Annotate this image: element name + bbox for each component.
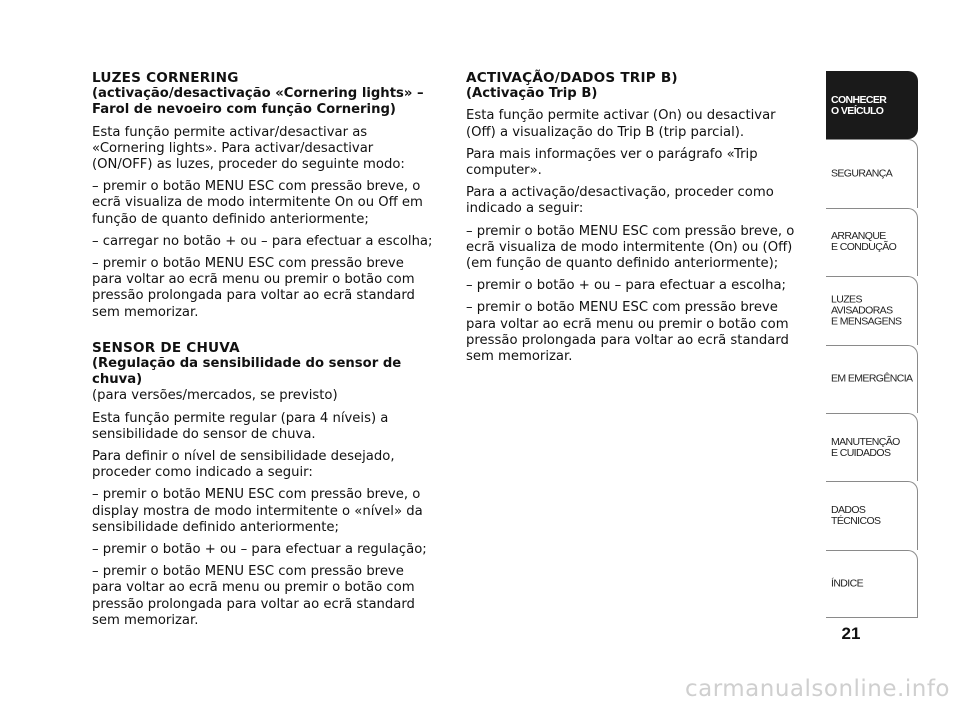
rain-sensor-step-3: – premir o botão MENU ESC com pressão breve para voltar ao ecrã menu ou premir o botão com pressão prolongada para voltar ao ecrã standard sem memorizar.: [92, 564, 415, 628]
rain-sensor-step-1: – premir o botão MENU ESC com pressão breve, o display mostra de modo intermitente o «nível» da sensibilidade definido anteriormente;: [92, 487, 423, 535]
tab-arranque-e-conducao[interactable]: [826, 208, 918, 276]
trip-b-step-1: – premir o botão MENU ESC com pressão breve, o ecrã visualiza de modo intermitente (On) ou (Off) (em função de quanto definido anteriormente);: [466, 223, 795, 272]
tab-label: ARRANQUE E CONDUÇÃO: [831, 230, 897, 254]
tab-seguranca[interactable]: [826, 139, 918, 207]
cornering-subtitle-2: Farol de nevoeiro com função Cornering): [92, 102, 396, 118]
tab-luzes-avisadoras[interactable]: [826, 276, 918, 344]
cornering-title: LUZES CORNERING: [92, 70, 239, 86]
rain-sensor-intro: Esta função permite regular (para 4 níveis) a sensibilidade do sensor de chuva.: [92, 410, 389, 442]
cornering-subtitle-1: (activação/desactivação «Cornering lights» –: [92, 86, 424, 102]
rain-sensor-how: Para definir o nível de sensibilidade desejado, proceder como indicado a seguir:: [92, 449, 395, 481]
rain-sensor-subtitle: (Regulação da sensibilidade do sensor de chuva): [92, 356, 402, 388]
tab-dados-tecnicos[interactable]: [826, 481, 918, 549]
rain-sensor-step-2: – premir o botão + ou – para efectuar a regulação;: [92, 542, 427, 558]
cornering-step-1: – premir o botão MENU ESC com pressão breve, o ecrã visualiza de modo intermitente On ou Off em função de quanto definido anteriormente;: [92, 179, 423, 227]
tab-label: EM EMERGÊNCIA: [831, 372, 913, 385]
rain-sensor-note: (para versões/mercados, se previsto): [92, 388, 338, 404]
left-column: [92, 70, 437, 635]
right-column: [466, 70, 806, 371]
trip-b-how: Para a activação/desactivação, proceder como indicado a seguir:: [466, 185, 774, 217]
trip-b-subtitle: (Activação Trip B): [466, 86, 598, 102]
cornering-step-2: – carregar no botão + ou – para efectuar a escolha;: [92, 233, 433, 249]
tab-label: ÍNDICE: [831, 577, 863, 590]
watermark: carmanualsonline.info: [684, 676, 950, 702]
tab-indice[interactable]: [826, 550, 918, 618]
tab-label: CONHECER O VEÍCULO: [831, 93, 887, 117]
page-number: 21: [841, 624, 861, 643]
trip-b-step-3: – premir o botão MENU ESC com pressão breve para voltar ao ecrã menu ou premir o botão com pressão prolongada para voltar ao ecrã standard sem memorizar.: [466, 300, 789, 365]
rain-sensor-title: SENSOR DE CHUVA: [92, 339, 240, 356]
tab-label: SEGURANÇA: [831, 167, 893, 180]
tab-em-emergencia[interactable]: [826, 345, 918, 413]
trip-b-title: ACTIVAÇÃO/DADOS TRIP B): [466, 70, 678, 86]
cornering-intro: Esta função permite activar/desactivar as «Cornering lights». Para activar/desactivar (ON/OFF) as luzes, proceder do seguinte modo:: [92, 124, 405, 173]
chapter-tabs: [826, 71, 918, 618]
tab-label: MANUTENÇÃO E CUIDADOS: [831, 435, 900, 459]
tab-label: DADOS TÉCNICOS: [831, 504, 881, 528]
tab-manutencao-e-cuidados[interactable]: [826, 413, 918, 481]
trip-b-intro: Esta função permite activar (On) ou desactivar (Off) a visualização do Trip B (trip parcial).: [466, 108, 776, 140]
tab-label: LUZES AVISADORAS E MENSAGENS: [831, 293, 902, 328]
tab-conhecer-o-veiculo[interactable]: [826, 71, 918, 139]
trip-b-step-2: – premir o botão + ou – para efectuar a escolha;: [466, 278, 786, 294]
trip-b-more-info: Para mais informações ver o parágrafo «Trip computer».: [466, 146, 758, 179]
cornering-step-3: – premir o botão MENU ESC com pressão breve para voltar ao ecrã menu ou premir o botão com pressão prolongada para voltar ao ecrã standard sem memorizar.: [92, 256, 415, 320]
